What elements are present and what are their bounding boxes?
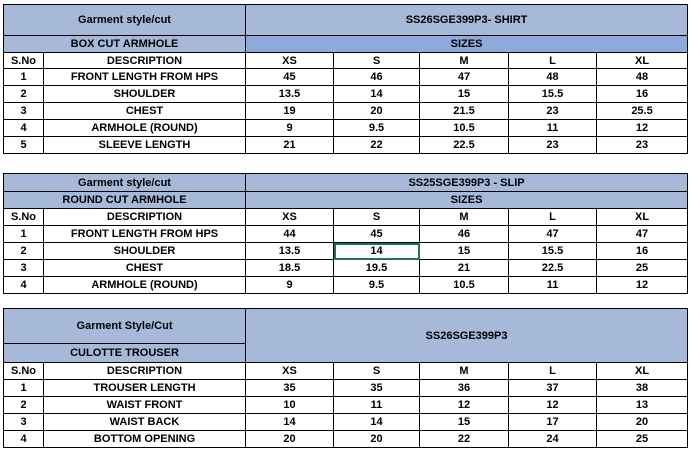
sno-cell[interactable]: 3 [4, 103, 44, 120]
sno-cell[interactable]: 1 [4, 226, 44, 243]
value-cell[interactable]: 48 [509, 69, 597, 86]
description-cell[interactable]: CHEST [44, 103, 246, 120]
size-l-header[interactable]: L [509, 53, 597, 69]
style-label-cell[interactable]: Garment style/cut [4, 174, 246, 192]
value-cell[interactable]: 45 [334, 226, 420, 243]
description-header[interactable]: DESCRIPTION [44, 209, 246, 226]
value-cell[interactable]: 16 [597, 86, 688, 103]
value-cell[interactable]: 23 [509, 137, 597, 154]
sno-cell[interactable]: 4 [4, 277, 44, 294]
size-xl-header[interactable]: XL [597, 53, 688, 69]
sno-cell[interactable]: 3 [4, 260, 44, 277]
sno-cell[interactable]: 4 [4, 120, 44, 137]
value-cell[interactable]: 36 [420, 380, 509, 397]
value-cell[interactable]: 22 [334, 137, 420, 154]
sno-header[interactable]: S.No [4, 53, 44, 69]
description-cell[interactable]: ARMHOLE (ROUND) [44, 120, 246, 137]
value-cell[interactable]: 10.5 [420, 277, 509, 294]
sno-cell[interactable]: 2 [4, 243, 44, 260]
value-cell[interactable]: 15 [420, 86, 509, 103]
size-l-header[interactable]: L [509, 209, 597, 226]
value-cell[interactable]: 22.5 [509, 260, 597, 277]
value-cell[interactable]: 23 [597, 137, 688, 154]
value-cell[interactable]: 14 [334, 86, 420, 103]
value-cell[interactable]: 11 [334, 397, 420, 414]
value-cell[interactable]: 20 [334, 103, 420, 120]
description-cell[interactable]: SLEEVE LENGTH [44, 137, 246, 154]
sno-cell[interactable]: 1 [4, 380, 44, 397]
value-cell[interactable]: 16 [597, 243, 688, 260]
size-s-header[interactable]: S [334, 53, 420, 69]
description-cell[interactable]: WAIST FRONT [44, 397, 246, 414]
value-cell[interactable]: 10.5 [420, 120, 509, 137]
table-row [4, 260, 688, 277]
shirt-spec-table [3, 4, 688, 154]
sno-cell[interactable]: 2 [4, 397, 44, 414]
value-cell[interactable]: 48 [597, 69, 688, 86]
value-cell[interactable]: 10 [246, 397, 334, 414]
description-cell[interactable]: WAIST BACK [44, 414, 246, 431]
value-cell[interactable]: 13 [597, 397, 688, 414]
column-header-row [4, 53, 688, 69]
sizes-header-cell[interactable]: SIZES [246, 192, 688, 209]
table-row [4, 86, 688, 103]
value-cell[interactable]: 21.5 [420, 103, 509, 120]
value-cell[interactable]: 9 [246, 120, 334, 137]
value-cell[interactable]: 38 [597, 380, 688, 397]
style-label-cell[interactable]: Garment Style/Cut [4, 309, 246, 344]
value-cell[interactable]: 17 [509, 414, 597, 431]
value-cell[interactable]: 46 [420, 226, 509, 243]
description-cell[interactable]: SHOULDER [44, 243, 246, 260]
description-cell[interactable]: CHEST [44, 260, 246, 277]
table-row [4, 397, 688, 414]
size-xl-header[interactable]: XL [597, 363, 688, 380]
value-cell[interactable]: 35 [246, 380, 334, 397]
size-m-header[interactable]: M [420, 363, 509, 380]
size-xs-header[interactable]: XS [246, 209, 334, 226]
value-cell[interactable]: 9 [246, 277, 334, 294]
sno-cell[interactable]: 5 [4, 137, 44, 154]
value-cell[interactable]: 19.5 [334, 260, 420, 277]
value-cell[interactable]: 18.5 [246, 260, 334, 277]
value-cell[interactable]: 19 [246, 103, 334, 120]
table-row [4, 431, 688, 448]
description-header[interactable]: DESCRIPTION [44, 363, 246, 380]
sno-cell[interactable]: 3 [4, 414, 44, 431]
value-cell[interactable]: 37 [509, 380, 597, 397]
sno-cell[interactable]: 4 [4, 431, 44, 448]
size-xs-header[interactable]: XS [246, 53, 334, 69]
description-cell[interactable]: ARMHOLE (ROUND) [44, 277, 246, 294]
description-cell[interactable]: FRONT LENGTH FROM HPS [44, 69, 246, 86]
value-cell[interactable]: 20 [597, 414, 688, 431]
value-cell[interactable]: 9.5 [334, 120, 420, 137]
value-cell[interactable]: 47 [509, 226, 597, 243]
description-cell[interactable]: SHOULDER [44, 86, 246, 103]
value-cell[interactable]: 14 [246, 414, 334, 431]
value-cell[interactable]: 12 [420, 397, 509, 414]
column-header-row [4, 363, 688, 380]
table-row [4, 277, 688, 294]
size-m-header[interactable]: M [420, 53, 509, 69]
value-cell[interactable]: 20 [246, 431, 334, 448]
value-cell[interactable]: 20 [334, 431, 420, 448]
value-cell[interactable]: 11 [509, 277, 597, 294]
value-cell[interactable]: 13.5 [246, 86, 334, 103]
value-cell[interactable]: 15.5 [509, 243, 597, 260]
value-cell[interactable]: 12 [597, 120, 688, 137]
value-cell[interactable]: 12 [597, 277, 688, 294]
style-code-cell[interactable]: SS25SGE399P3 - SLIP [246, 174, 688, 192]
value-cell[interactable]: 25 [597, 431, 688, 448]
value-cell[interactable]: 25.5 [597, 103, 688, 120]
slip-spec-table [3, 173, 688, 294]
value-cell[interactable]: 15.5 [509, 86, 597, 103]
value-cell[interactable]: 25 [597, 260, 688, 277]
value-cell[interactable]: 22 [420, 431, 509, 448]
table-row [4, 226, 688, 243]
table-row [4, 137, 688, 154]
sno-cell[interactable]: 1 [4, 69, 44, 86]
table-row [4, 380, 688, 397]
style-label-cell[interactable]: Garment style/cut [4, 5, 246, 36]
value-cell[interactable]: 45 [246, 69, 334, 86]
style-code-cell[interactable]: SS26SGE399P3 [246, 309, 688, 363]
sno-header[interactable]: S.No [4, 209, 44, 226]
value-cell[interactable]: 46 [334, 69, 420, 86]
size-s-header[interactable]: S [334, 363, 420, 380]
value-cell[interactable]: 23 [509, 103, 597, 120]
value-cell[interactable]: 11 [509, 120, 597, 137]
sno-cell[interactable]: 2 [4, 86, 44, 103]
value-cell[interactable]: 47 [420, 69, 509, 86]
value-cell[interactable]: 44 [246, 226, 334, 243]
table-row [4, 69, 688, 86]
value-cell[interactable]: 15 [420, 243, 509, 260]
style-code-cell[interactable]: SS26SGE399P3- SHIRT [246, 5, 688, 36]
cut-label-cell[interactable]: BOX CUT ARMHOLE [4, 36, 246, 53]
size-m-header[interactable]: M [420, 209, 509, 226]
value-cell[interactable]: 15 [420, 414, 509, 431]
table-row [4, 243, 688, 260]
table-row [4, 120, 688, 137]
description-cell[interactable]: BOTTOM OPENING [44, 431, 246, 448]
description-cell[interactable]: TROUSER LENGTH [44, 380, 246, 397]
size-s-header[interactable]: S [334, 209, 420, 226]
value-cell[interactable]: 12 [509, 397, 597, 414]
value-cell[interactable]: 21 [420, 260, 509, 277]
value-cell[interactable]: 14 [334, 414, 420, 431]
table-row [4, 414, 688, 431]
value-cell[interactable]: 13.5 [246, 243, 334, 260]
sizes-header-cell[interactable]: SIZES [246, 36, 688, 53]
size-l-header[interactable]: L [509, 363, 597, 380]
size-xl-header[interactable]: XL [597, 209, 688, 226]
description-header[interactable]: DESCRIPTION [44, 53, 246, 69]
value-cell[interactable]: 35 [334, 380, 420, 397]
value-cell[interactable]: 9.5 [334, 277, 420, 294]
size-xs-header[interactable]: XS [246, 363, 334, 380]
selected-cell[interactable]: 14 [334, 243, 420, 260]
value-cell[interactable]: 22.5 [420, 137, 509, 154]
value-cell[interactable]: 24 [509, 431, 597, 448]
description-cell[interactable]: FRONT LENGTH FROM HPS [44, 226, 246, 243]
table-row [4, 103, 688, 120]
column-header-row [4, 209, 688, 226]
value-cell[interactable]: 21 [246, 137, 334, 154]
cut-label-cell[interactable]: ROUND CUT ARMHOLE [4, 192, 246, 209]
trouser-spec-table [3, 308, 688, 448]
cut-label-cell[interactable]: CULOTTE TROUSER [4, 344, 246, 363]
value-cell[interactable]: 47 [597, 226, 688, 243]
sno-header[interactable]: S.No [4, 363, 44, 380]
